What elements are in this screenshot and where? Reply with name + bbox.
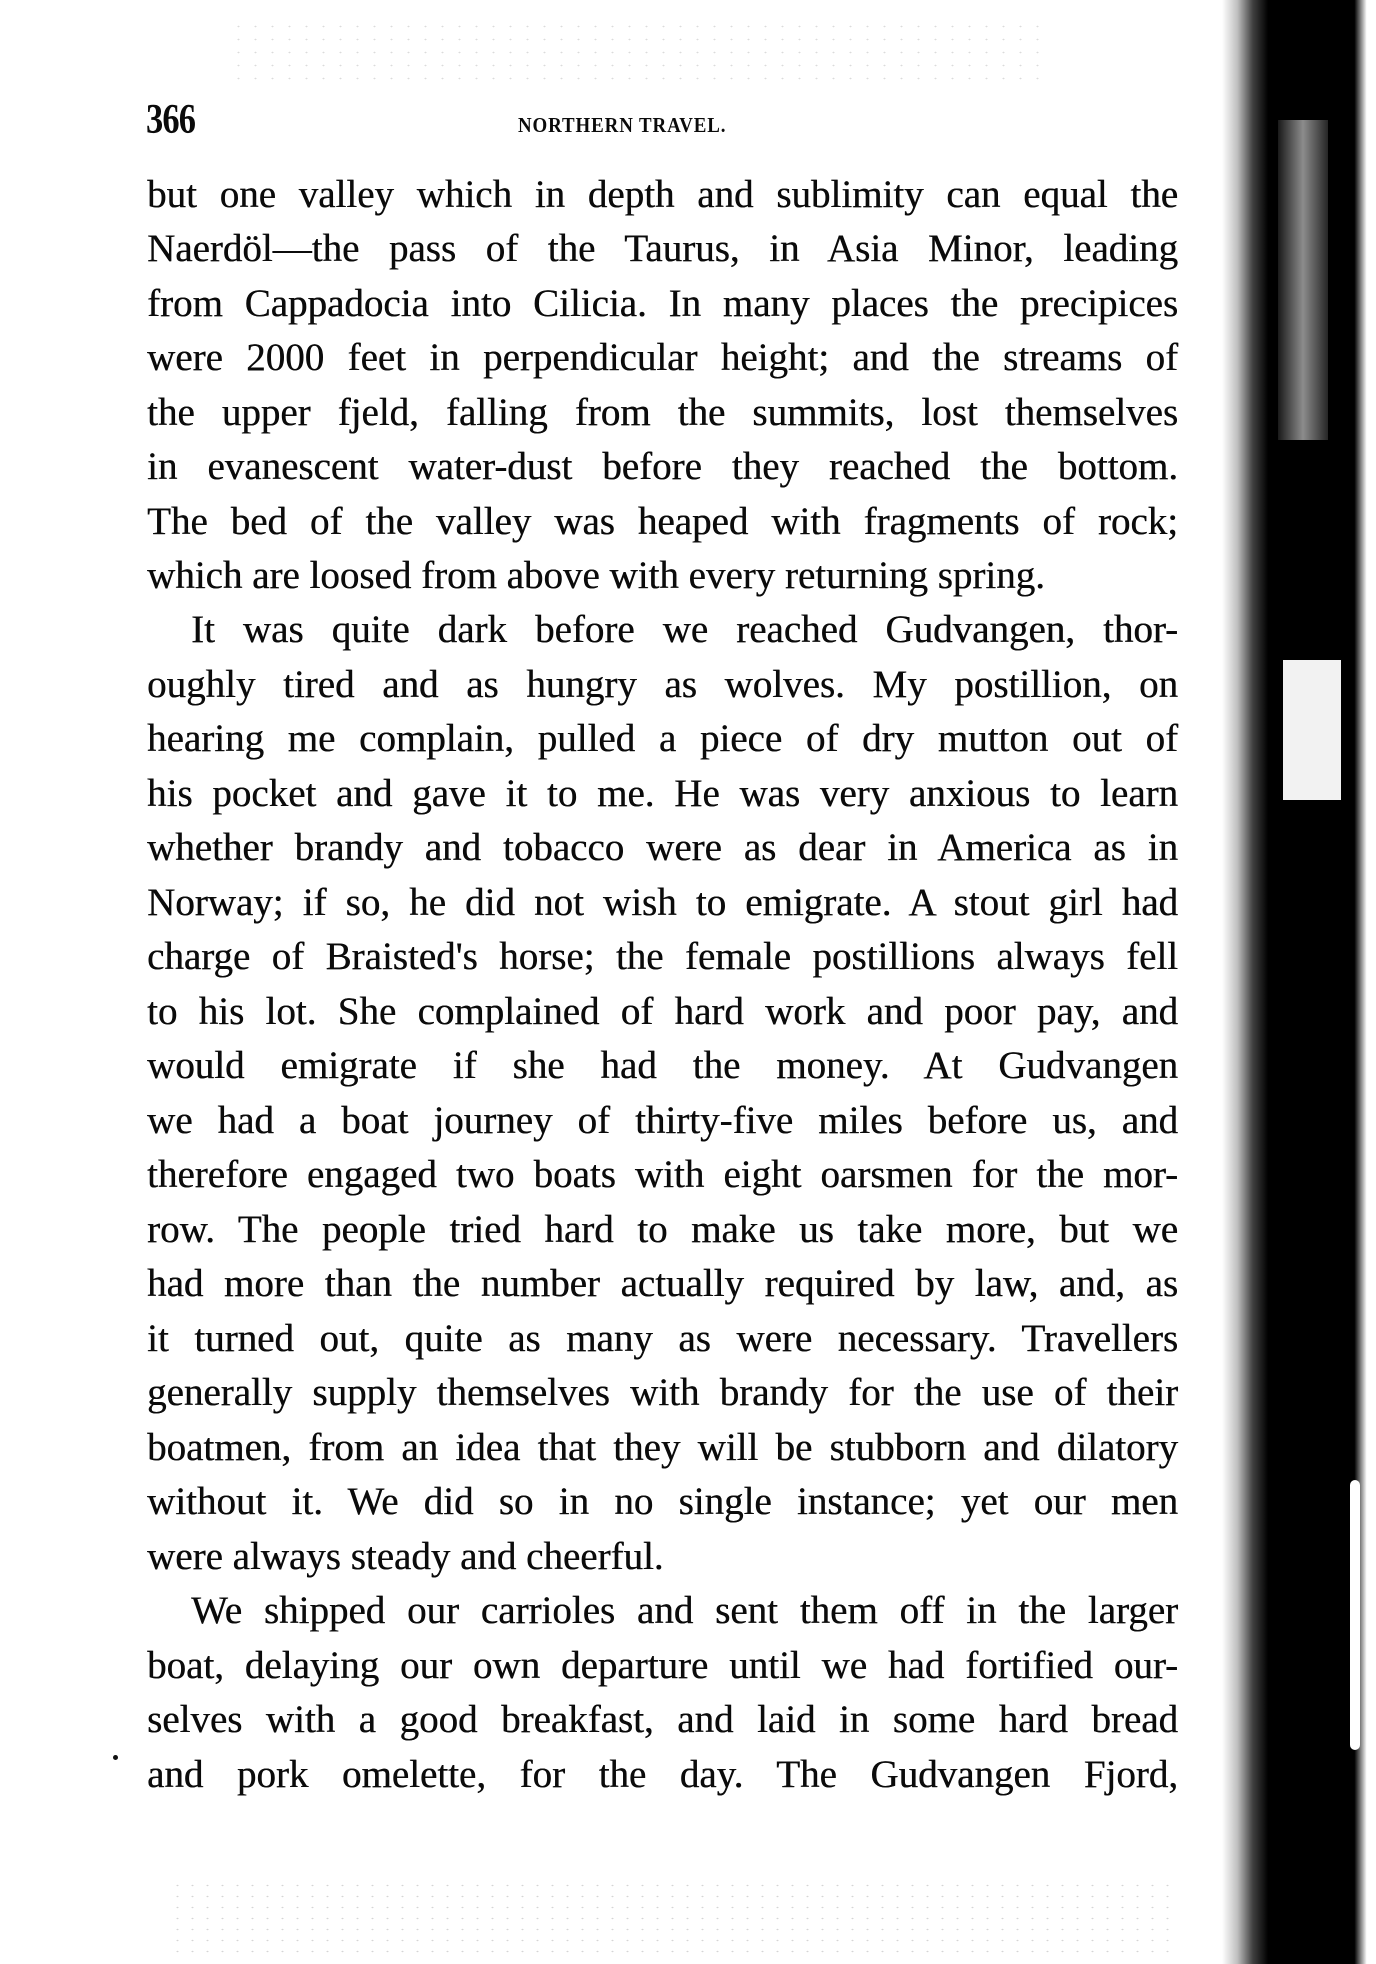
- text-line: in evanescent water-dust before they reached the bottom.: [147, 445, 1178, 488]
- running-head: NORTHERN TRAVEL.: [518, 113, 727, 137]
- text-line: row. The people tried hard to make us take more, but we: [147, 1208, 1178, 1251]
- text-line: therefore engaged two boats with eight oarsmen for the mor-: [147, 1153, 1178, 1196]
- text-line: would emigrate if she had the money. At Gudvangen: [147, 1044, 1178, 1087]
- text-line: were 2000 feet in perpendicular height; and the streams of: [147, 336, 1178, 379]
- gutter-highlight: [1283, 660, 1341, 800]
- text-line: from Cappadocia into Cilicia. In many places the precipices: [147, 282, 1178, 325]
- text-line: it turned out, quite as many as were necessary. Travellers: [147, 1317, 1178, 1360]
- text-line: had more than the number actually required by law, and, as: [147, 1262, 1178, 1305]
- text-line: without it. We did so in no single instance; yet our men: [147, 1480, 1178, 1523]
- text-line: boat, delaying our own departure until we had fortified our-: [147, 1644, 1178, 1687]
- page-number: 366: [146, 97, 196, 143]
- text-line: whether brandy and tobacco were as dear in America as in: [147, 826, 1178, 869]
- text-line: It was quite dark before we reached Gudvangen, thor-: [191, 608, 1178, 651]
- text-line: oughly tired and as hungry as wolves. My postillion, on: [147, 663, 1178, 706]
- text-line: we had a boat journey of thirty-five miles before us, and: [147, 1099, 1178, 1142]
- text-line: were always steady and cheerful.: [147, 1535, 664, 1578]
- text-line: hearing me complain, pulled a piece of dry mutton out of: [147, 717, 1178, 760]
- text-line: charge of Braisted's horse; the female postillions always fell: [147, 935, 1178, 978]
- text-line: We shipped our carrioles and sent them off in the larger: [191, 1589, 1178, 1632]
- text-line: Naerdöl—the pass of the Taurus, in Asia Minor, leading: [147, 227, 1178, 270]
- scan-speck: [113, 1755, 118, 1760]
- text-line: selves with a good breakfast, and laid in some hard bread: [147, 1698, 1178, 1741]
- text-line: boatmen, from an idea that they will be stubborn and dilatory: [147, 1426, 1178, 1469]
- text-line: which are loosed from above with every returning spring.: [147, 554, 1045, 597]
- text-line: generally supply themselves with brandy for the use of their: [147, 1371, 1178, 1414]
- text-line: and pork omelette, for the day. The Gudvangen Fjord,: [147, 1753, 1178, 1796]
- scan-speckle-top: [230, 20, 1050, 90]
- text-line: but one valley which in depth and sublimity can equal the: [147, 173, 1178, 216]
- text-line: his pocket and gave it to me. He was very anxious to learn: [147, 772, 1178, 815]
- text-line: the upper fjeld, falling from the summits, lost themselves: [147, 391, 1178, 434]
- gutter-page-edge: [1350, 1480, 1360, 1750]
- gutter-highlight: [1278, 120, 1328, 440]
- scan-speckle-bottom: [170, 1880, 1170, 1960]
- text-line: to his lot. She complained of hard work and poor pay, and: [147, 990, 1178, 1033]
- text-line: The bed of the valley was heaped with fragments of rock;: [147, 500, 1178, 543]
- text-line: Norway; if so, he did not wish to emigrate. A stout girl had: [147, 881, 1178, 924]
